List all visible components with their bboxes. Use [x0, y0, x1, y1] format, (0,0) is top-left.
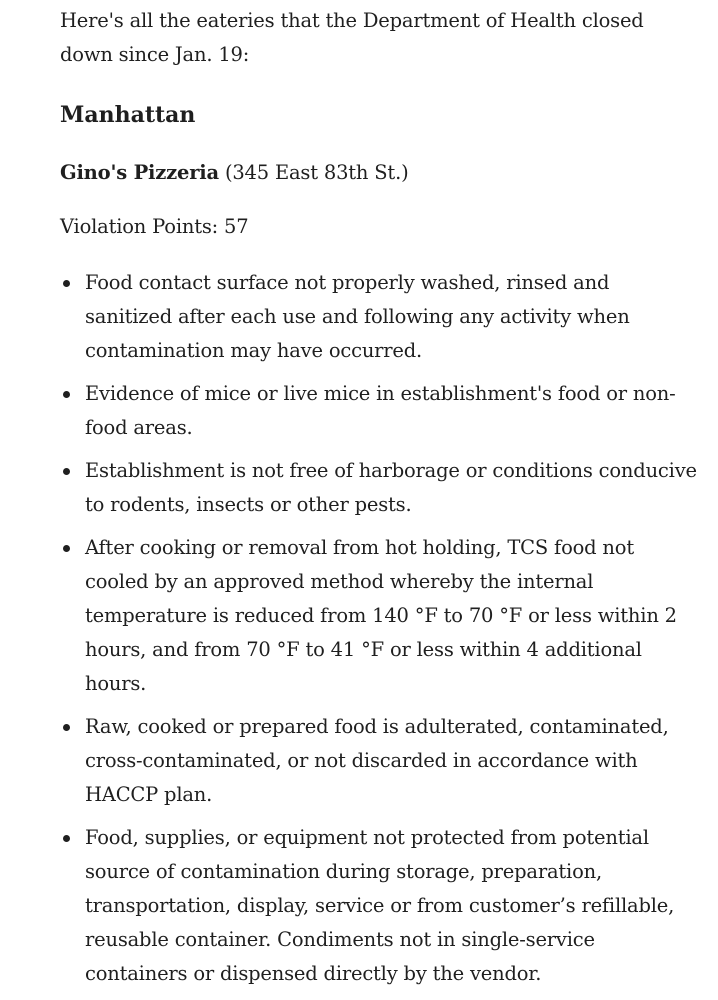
- violation-text: After cooking or removal from hot holding, TCS food not cooled by an approved method whereby the internal temperature is reduced from 140 °F to 70 °F or less within 2 hours, and from 70 °F to 41 °F or less within 4 additional hours.: [85, 536, 677, 695]
- violation-text: Establishment is not free of harborage or conditions conducive to rodents, insects or other pests.: [85, 459, 697, 516]
- borough-heading: Manhattan: [60, 102, 196, 128]
- violation-item: [60, 266, 700, 368]
- bullet-icon: [63, 280, 70, 287]
- violation-item: [60, 377, 700, 445]
- bullet-icon: [63, 724, 70, 731]
- venue-name: Gino's Pizzeria: [60, 161, 219, 184]
- violation-text: Raw, cooked or prepared food is adulterated, contaminated, cross-contaminated, or not discarded in accordance with HACCP plan.: [85, 715, 669, 806]
- violation-text: Food, supplies, or equipment not protected from potential source of contamination during storage, preparation, transportation, display, service or from customer’s refillable, reusable container. Condiments not in single-service containers or dispensed directly by the vendor.: [85, 826, 675, 985]
- bullet-icon: [63, 468, 70, 475]
- bullet-icon: [63, 835, 70, 842]
- intro-paragraph: Here's all the eateries that the Department of Health closed down since Jan. 19:: [60, 9, 644, 66]
- bullet-icon: [63, 545, 70, 552]
- venue-address: (345 East 83th St.): [224, 161, 409, 184]
- violation-item: [60, 531, 700, 701]
- bullet-icon: [63, 391, 70, 398]
- venue-line: [60, 156, 700, 190]
- violation-item: [60, 821, 700, 991]
- violation-text: Food contact surface not properly washed, rinsed and sanitized after each use and following any activity when contamination may have occurred.: [85, 271, 630, 362]
- violation-list: [60, 266, 700, 991]
- violation-item: [60, 454, 700, 522]
- violation-item: [60, 710, 700, 812]
- article-body: [60, 0, 700, 1000]
- violation-points: Violation Points: 57: [60, 215, 249, 238]
- violation-text: Evidence of mice or live mice in establishment's food or non-food areas.: [85, 382, 676, 439]
